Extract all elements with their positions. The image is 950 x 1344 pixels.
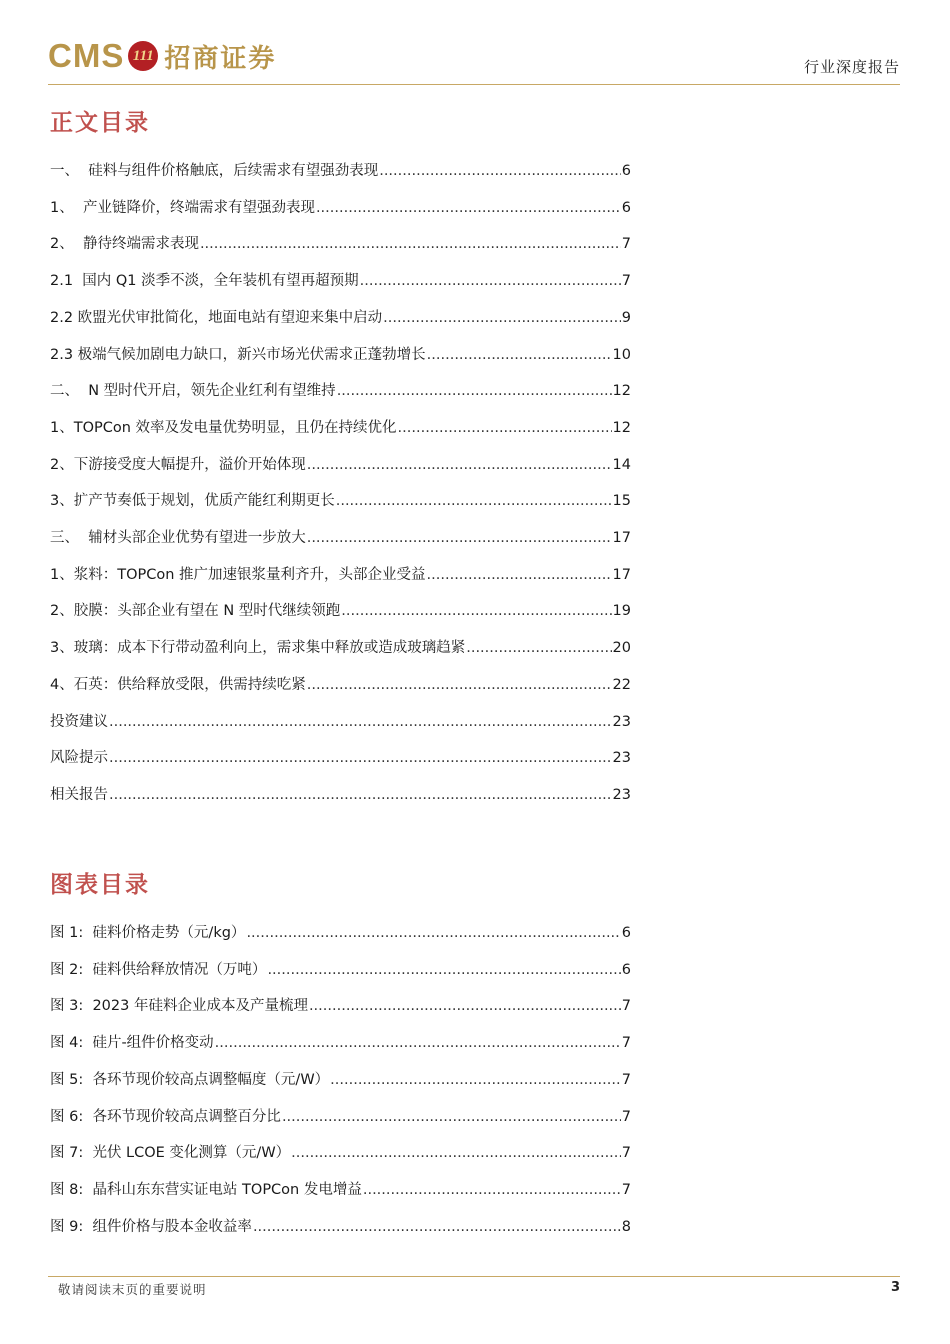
toc-entry-title: 图 7: 光伏 LCOE 变化测算（元/W） bbox=[50, 1145, 291, 1162]
toc-entry-title: 一、 硅料与组件价格触底，后续需求有望强劲表现 bbox=[50, 163, 379, 179]
toc-entry[interactable] bbox=[50, 234, 631, 254]
dot-leader bbox=[307, 455, 612, 475]
toc-entry[interactable] bbox=[50, 601, 631, 621]
toc-entry-page: 10 bbox=[612, 346, 631, 363]
dot-leader bbox=[316, 198, 621, 218]
logo-cms-text: CMS bbox=[48, 37, 125, 74]
footer-divider bbox=[48, 1276, 900, 1277]
toc-entry[interactable] bbox=[50, 418, 631, 438]
toc-entry-page: 8 bbox=[621, 1218, 631, 1235]
dot-leader bbox=[246, 923, 620, 943]
toc-entry-page: 7 bbox=[621, 273, 631, 290]
toc-entry-title: 2.2 欧盟光伏审批简化，地面电站有望迎来集中启动 bbox=[50, 309, 383, 326]
toc-entry-title: 相关报告 bbox=[50, 786, 108, 803]
toc-entry-page: 23 bbox=[612, 786, 631, 803]
toc-entry-page: 6 bbox=[621, 961, 631, 978]
toc-entry-title: 1、TOPCon 效率及发电量优势明显，且仍在持续优化 bbox=[50, 419, 397, 436]
toc-entry[interactable] bbox=[50, 308, 631, 328]
toc-entry-page: 9 bbox=[621, 309, 631, 326]
toc-entry[interactable] bbox=[50, 1143, 631, 1163]
toc-entry-title: 图 1: 硅料价格走势（元/kg） bbox=[50, 925, 246, 941]
dot-leader bbox=[337, 381, 612, 401]
toc-entry[interactable] bbox=[50, 1217, 631, 1237]
dot-leader bbox=[109, 785, 612, 805]
toc-entry[interactable] bbox=[50, 1033, 631, 1053]
toc-entry[interactable] bbox=[50, 1070, 631, 1090]
toc-entry-page: 22 bbox=[612, 676, 631, 693]
toc-entry-page: 6 bbox=[621, 199, 631, 216]
toc-entry-page: 12 bbox=[612, 383, 631, 400]
toc-entry-page: 19 bbox=[612, 603, 631, 620]
toc-title: 正文目录 bbox=[50, 109, 150, 136]
toc-entry[interactable] bbox=[50, 491, 631, 511]
toc-entry-title: 三、 辅材头部企业优势有望进一步放大 bbox=[50, 530, 306, 546]
dot-leader bbox=[427, 345, 612, 365]
dot-leader bbox=[363, 1180, 621, 1200]
logo-mark-icon bbox=[128, 41, 158, 71]
toc-entry[interactable] bbox=[50, 923, 631, 943]
toc-entry[interactable] bbox=[50, 1107, 631, 1127]
dot-leader bbox=[383, 308, 621, 328]
toc-entry[interactable] bbox=[50, 528, 631, 548]
dot-leader bbox=[330, 1070, 621, 1090]
toc-entry-title: 2.3 极端气候加剧电力缺口，新兴市场光伏需求正蓬勃增长 bbox=[50, 346, 426, 363]
footer-note: 敬请阅读末页的重要说明 bbox=[58, 1282, 207, 1297]
toc-entry-page: 7 bbox=[621, 236, 631, 253]
dot-leader bbox=[336, 491, 612, 511]
dot-leader bbox=[267, 960, 620, 980]
dot-leader bbox=[309, 996, 621, 1016]
toc-entry[interactable] bbox=[50, 161, 631, 181]
toc-entry[interactable] bbox=[50, 675, 631, 695]
header-divider bbox=[48, 84, 900, 85]
toc-entry-title: 1、浆料：TOPCon 推广加速银浆量利齐升，头部企业受益 bbox=[50, 566, 426, 583]
dot-leader bbox=[307, 675, 612, 695]
dot-leader bbox=[253, 1217, 621, 1237]
toc-entry[interactable] bbox=[50, 565, 631, 585]
toc-entry-title: 3、扩产节奏低于规划，优质产能红利期更长 bbox=[50, 493, 335, 510]
dot-leader bbox=[109, 748, 612, 768]
toc-entry-page: 12 bbox=[612, 419, 631, 436]
logo-mark-text: 111 bbox=[132, 47, 154, 64]
toc-entry-title: 风险提示 bbox=[50, 750, 108, 767]
dot-leader bbox=[291, 1143, 621, 1163]
cms-logo bbox=[48, 36, 276, 76]
toc-entry[interactable] bbox=[50, 271, 631, 291]
toc-entry-title: 2.1 国内 Q1 淡季不淡，全年装机有望再超预期 bbox=[50, 273, 359, 290]
toc-entry-page: 15 bbox=[612, 493, 631, 510]
dot-leader bbox=[466, 638, 611, 658]
toc-entry-page: 7 bbox=[621, 998, 631, 1015]
toc-entry-page: 7 bbox=[621, 1035, 631, 1052]
page-header bbox=[48, 30, 900, 85]
dot-leader bbox=[109, 712, 612, 732]
toc-entry-title: 1、 产业链降价，终端需求有望强劲表现 bbox=[50, 199, 315, 216]
dot-leader bbox=[360, 271, 621, 291]
dot-leader bbox=[307, 528, 612, 548]
dot-leader bbox=[282, 1107, 621, 1127]
toc-entry[interactable] bbox=[50, 638, 631, 658]
toc-entry-page: 20 bbox=[612, 640, 631, 657]
toc-entry[interactable] bbox=[50, 198, 631, 218]
toc-entry-title: 2、下游接受度大幅提升，溢价开始体现 bbox=[50, 456, 306, 473]
toc-entry-title: 图 3: 2023 年硅料企业成本及产量梳理 bbox=[50, 998, 308, 1015]
toc-entry-title: 3、玻璃：成本下行带动盈利向上，需求集中释放或造成玻璃趋紧 bbox=[50, 640, 466, 657]
dot-leader bbox=[398, 418, 612, 438]
toc-entry-page: 23 bbox=[612, 713, 631, 730]
toc-entry-title: 二、 N 型时代开启，领先企业红利有望维持 bbox=[50, 383, 336, 400]
toc-entry-page: 7 bbox=[621, 1108, 631, 1125]
toc-entry[interactable] bbox=[50, 712, 631, 732]
toc-entry[interactable] bbox=[50, 1180, 631, 1200]
toc-entry-title: 图 5: 各环节现价较高点调整幅度（元/W） bbox=[50, 1071, 330, 1088]
toc-entry-title: 2、 静待终端需求表现 bbox=[50, 236, 199, 253]
toc-entry-title: 图 6: 各环节现价较高点调整百分比 bbox=[50, 1108, 281, 1125]
toc-entry-page: 14 bbox=[612, 456, 631, 473]
report-type: 行业深度报告 bbox=[803, 58, 900, 76]
toc-entry-page: 6 bbox=[621, 925, 631, 941]
dot-leader bbox=[379, 161, 621, 181]
toc-entry[interactable] bbox=[50, 345, 631, 365]
toc-entry-page: 17 bbox=[612, 530, 631, 546]
toc-entry[interactable] bbox=[50, 785, 631, 805]
dot-leader bbox=[341, 601, 611, 621]
toc-entry-title: 图 4: 硅片-组件价格变动 bbox=[50, 1035, 214, 1052]
toc-entry-title: 图 2: 硅料供给释放情况（万吨） bbox=[50, 961, 267, 978]
toc-entry[interactable] bbox=[50, 381, 631, 401]
dot-leader bbox=[215, 1033, 621, 1053]
dot-leader bbox=[200, 234, 621, 254]
logo-company-name: 招商证券 bbox=[164, 43, 277, 74]
toc-entry[interactable] bbox=[50, 748, 631, 768]
toc-entry-page: 7 bbox=[621, 1181, 631, 1198]
toc-entry[interactable] bbox=[50, 455, 631, 475]
toc-entry-page: 7 bbox=[621, 1145, 631, 1162]
toc-entry-page: 17 bbox=[612, 566, 631, 583]
toc-entry-page: 7 bbox=[621, 1071, 631, 1088]
toc-entry-title: 图 9: 组件价格与股本金收益率 bbox=[50, 1218, 252, 1235]
toc-entry[interactable] bbox=[50, 960, 631, 980]
figure-list-title: 图表目录 bbox=[50, 871, 150, 898]
toc-entry-title: 投资建议 bbox=[50, 713, 108, 730]
toc-entry[interactable] bbox=[50, 996, 631, 1016]
toc-entry-page: 23 bbox=[612, 750, 631, 767]
toc-entry-page: 6 bbox=[621, 163, 631, 179]
dot-leader bbox=[427, 565, 612, 585]
toc-entry-title: 2、胶膜：头部企业有望在 N 型时代继续领跑 bbox=[50, 603, 341, 620]
toc-entry-title: 4、石英：供给释放受限，供需持续吃紧 bbox=[50, 676, 306, 693]
page-number: 3 bbox=[890, 1280, 900, 1295]
toc-entry-title: 图 8: 晶科山东东营实证电站 TOPCon 发电增益 bbox=[50, 1181, 362, 1198]
